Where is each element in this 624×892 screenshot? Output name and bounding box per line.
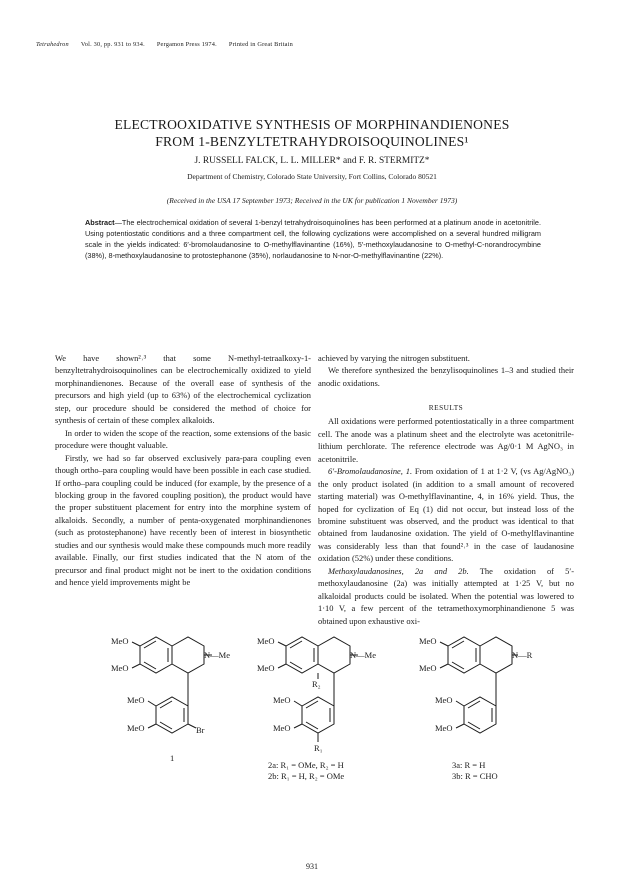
- left-column: [55, 352, 311, 589]
- structure-1: [132, 637, 212, 733]
- abstract-text: —The electrochemical oxidation of several 1-benzyl tetrahydroisoquinolines has been performed at a platinum anode in acetonitrile. Using potentiostatic conditions and a three compartment cell, the following cyclizations were accomplished on a several hundred milligram scale in the yields indicated: 6′-bromolaudanosine to O-methylflavinantine (16%), 5′-methoxylaudanosine to O-methyl-C-norandrocymbine (38%), 8-methoxylaudanosine to protostephanone (35%), norlaudanosine to N-nor-O-methylflavinantine (22%).: [85, 218, 541, 260]
- section-heading-results: RESULTS: [428, 403, 464, 413]
- s1-meo-2: MeO: [111, 663, 129, 673]
- s2-n-me: N—Me: [350, 650, 376, 660]
- left-paragraph-3: Firstly, we had so far observed exclusively para-para coupling even though ortho–para coupling would have been possible in each case studied. If ortho–para coupling could be induced (for example, by the presence of a blocking group in the favored coupling position), the product would have the proper substituent placement for entry into the morphine system of alkaloids. Secondly, a number of penta-oxygenated morphinandienones (such as protostephanone) have recently been of interest in biosynthetic studies and our synthesis would make these compounds much more readily available. Finally, our first studies indicated that the N atom of the precursor and final product might not be inert to the oxidation conditions and hence yield improvements might be: [55, 452, 311, 588]
- s1-meo-4: MeO: [127, 723, 145, 733]
- publisher: Pergamon Press 1974.: [156, 41, 217, 48]
- s2-caption-2: 2b: R₁ = H, R₂ = OMe: [268, 771, 345, 781]
- affiliation: Department of Chemistry, Colorado State University, Fort Collins, Colorado 80521: [187, 172, 437, 181]
- s3-meo-4: MeO: [435, 723, 453, 733]
- structure-1-benzyl-ring: [156, 697, 188, 733]
- s2-caption-1: 2a: R₁ = OMe, R₂ = H: [268, 760, 344, 770]
- abstract: [85, 217, 541, 261]
- structure-2-piperidine-ring: [318, 637, 350, 673]
- right-paragraph-4: [318, 465, 574, 565]
- structure-2-aromatic-ring: [286, 637, 318, 673]
- compound-2-heading: Methoxylaudanosines, 2a and 2b.: [328, 565, 469, 576]
- s3-meo-3: MeO: [435, 695, 453, 705]
- left-paragraph-2: In order to widen the scope of the reaction, some extensions of the basic procedure were thought valuable.: [55, 427, 311, 451]
- s1-meo-3: MeO: [127, 695, 145, 705]
- right-paragraph-3: All oxidations were performed potentiostatically in a three compartment cell. The anode was a platinum sheet and the electrolyte was acetonitrile-lithium perchlorate. The reference electrode was Ag/0·1 M AgNO₃ in acetonitrile.: [318, 416, 574, 464]
- structure-3-piperidine-ring: [480, 637, 512, 673]
- article-title: [36, 116, 588, 150]
- journal-volume: Vol. 30, pp. 931 to 934.: [80, 41, 145, 48]
- abstract-label: Abstract: [85, 218, 115, 227]
- left-paragraph-1: We have shown²˒³ that some N-methyl-tetraalkoxy-1-benzyltetrahydroisoquinolines can be electrochemically oxidized to yield morphinandienones. Because of the overall ease of synthesis of the precursors and high yield (up to 63%) of the electrochemical cyclization step, our procedure should be considered the method of choice for synthesis of certain of these complex alkaloids.: [55, 353, 311, 426]
- right-paragraph-2: We therefore synthesized the benzylisoquinolines 1–3 and studied their anodic oxidations.: [318, 365, 574, 388]
- s3-n-r: N—R: [512, 650, 533, 660]
- s3-meo-1: MeO: [419, 636, 437, 646]
- structures-drawing: [0, 624, 624, 864]
- compound-1-heading: 6′-Bromolaudanosine, 1.: [328, 466, 413, 477]
- right-paragraph-4-text: From oxidation of 1 at 1·2 V, (vs Ag/AgNO₃) the only product isolated (in addition to a small amount of recovered starting material) was O-methylflavinantine, 4, in 16% yield. Thus, the hoped for cyclization of Eq (1) did not occur, but instead loss of the bromine substituent was observed, and the product was identical to that obtained from laudanosine oxidation. The yield of O-methylflavinantine was considerably less than that found²˒³ in the case of laudanosine oxidation (52%) under these conditions.: [318, 466, 575, 564]
- s1-meo-1: MeO: [111, 636, 129, 646]
- s2-meo-3: MeO: [273, 695, 291, 705]
- page-number: 931: [306, 862, 318, 871]
- title-line-1: ELECTROOXIDATIVE SYNTHESIS OF MORPHINANDIENONES: [114, 117, 510, 132]
- structure-3-aromatic-ring: [448, 637, 480, 673]
- title-line-2: FROM 1-BENZYLTETRAHYDROISOQUINOLINES¹: [155, 134, 469, 149]
- structure-2-benzyl-ring: [302, 697, 334, 733]
- authors: J. RUSSELL FALCK, L. L. MILLER* and F. R. STERMITZ*: [194, 156, 430, 166]
- s1-n-me: N—Me: [204, 650, 230, 660]
- chemical-structures: [0, 624, 624, 864]
- s3-caption-2: 3b: R = CHO: [452, 771, 498, 781]
- s1-compound-label: 1: [170, 753, 175, 763]
- received-dates: (Received in the USA 17 September 1973; Received in the UK for publication 1 November 1973): [166, 196, 458, 205]
- structure-1-aromatic-ring: [140, 637, 172, 673]
- s3-meo-2: MeO: [419, 663, 437, 673]
- s2-meo-2: MeO: [257, 663, 275, 673]
- right-column: [318, 352, 574, 627]
- s2-r2: R₂: [312, 679, 321, 689]
- right-paragraph-1: achieved by varying the nitrogen substituent.: [318, 353, 470, 363]
- printed-location: Printed in Great Britain: [228, 41, 293, 48]
- s1-bromine: Br: [196, 725, 205, 735]
- s2-r1: R₁: [314, 743, 323, 753]
- structure-1-piperidine-ring: [172, 637, 204, 673]
- running-header: [36, 41, 588, 48]
- journal-name: Tetrahedron: [36, 41, 69, 48]
- structure-3: [440, 637, 518, 733]
- s2-meo-1: MeO: [257, 636, 275, 646]
- structure-3-benzyl-ring: [464, 697, 496, 733]
- s3-caption-1: 3a: R = H: [452, 760, 486, 770]
- right-paragraph-5: [318, 565, 574, 627]
- s2-meo-4: MeO: [273, 723, 291, 733]
- right-paragraph-5-text: The oxidation of 5′-methoxylaudanosine (2a) was initially attempted at 1·25 V, but no alkaloidal products could be isolated. When the potential was lowered to 1·10 V, a few percent of the tetramethoxymorphinandienone 5 was obtained upon exhaustive oxi-: [318, 565, 575, 626]
